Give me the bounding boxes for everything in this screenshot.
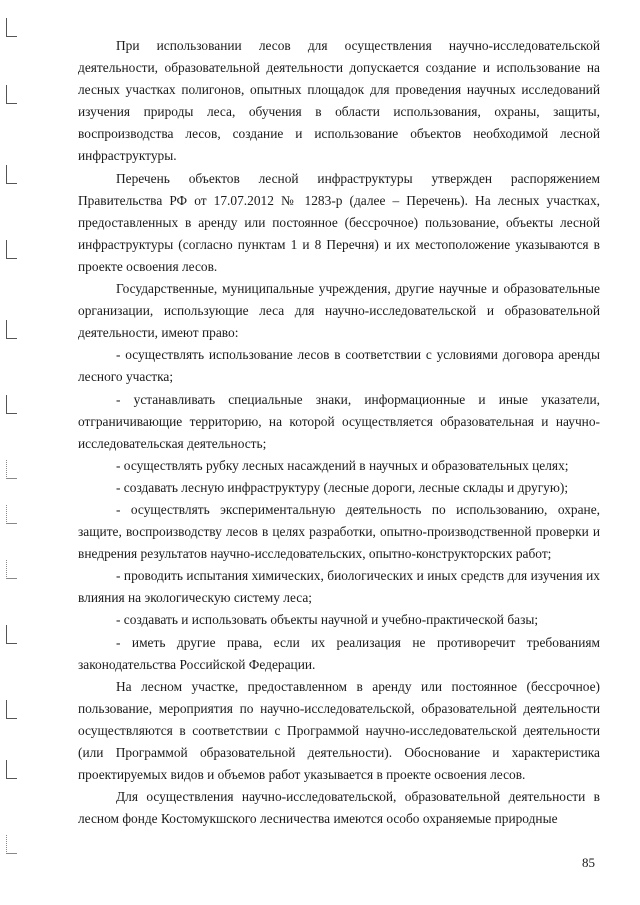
list-item: - проводить испытания химических, биологических и иных средств для изучения их влияния на экологическую систему леса; (78, 568, 600, 606)
margin-mark (6, 625, 17, 644)
margin-mark (6, 165, 17, 184)
margin-mark (6, 505, 17, 524)
body-text (78, 35, 600, 830)
list-item: - осуществлять рубку лесных насаждений в научных и образовательных целях; (116, 457, 569, 473)
list-item: - иметь другие права, если их реализация не противоречит требованиям законодательства Российской Федерации. (78, 634, 600, 672)
margin-mark (6, 320, 17, 339)
margin-mark (6, 240, 17, 259)
margin-mark (6, 460, 17, 479)
list-item: - осуществлять экспериментальную деятельность по использованию, охране, защите, воспроизводству лесов в целях разработки, опытно-производственной проверки и внедрения результатов научно-исследовательских, опытно-конструкторских работ; (78, 501, 600, 562)
paragraph: Перечень объектов лесной инфраструктуры утвержден распоряжением Правительства РФ от 17.07.2012 № 1283-р (далее – Перечень). На лесных участках, предоставленных в аренду или постоянное (бессрочное) пользование, объекты лесной инфраструктуры (согласно пунктам 1 и 8 Перечня) и их местоположение указываются в проекте освоения лесов. (78, 170, 600, 274)
margin-mark (6, 835, 17, 854)
margin-mark (6, 560, 17, 579)
list-item: - создавать и использовать объекты научной и учебно-практической базы; (116, 612, 539, 628)
paragraph: Для осуществления научно-исследовательской, образовательной деятельности в лесном фонде Костомукшского лесничества имеются особо охраняемые природные (78, 789, 600, 827)
paragraph: При использовании лесов для осуществления научно-исследовательской деятельности, образовательной деятельности допускается создание и использование на лесных участках полигонов, опытных площадок для проведения научных исследований изучения природы леса, обучения в области использования, охраны, защиты, воспроизводства лесов, создание и использование объектов необходимой лесной инфраструктуры. (78, 38, 600, 164)
margin-mark (6, 760, 17, 779)
paragraph: На лесном участке, предоставленном в аренду или постоянное (бессрочное) пользование, мероприятия по научно-исследовательской, образовательной деятельности осуществляются в соответствии с Программой научно-исследовательской деятельности (или Программой образовательной деятельности). Обоснование и характеристика проектируемых видов и объемов работ указывается в проекте освоения лесов. (78, 678, 600, 783)
margin-mark (6, 700, 17, 719)
margin-mark (6, 395, 17, 414)
margin-mark (6, 85, 17, 104)
page-number: 85 (582, 855, 595, 870)
list-item: - устанавливать специальные знаки, информационные и иные указатели, отграничивающие территорию, на которой осуществляется образовательная и научно-исследовательская деятельность; (78, 391, 600, 451)
list-item: - создавать лесную инфраструктуру (лесные дороги, лесные склады и другую); (116, 479, 569, 495)
margin-mark (6, 18, 17, 37)
list-item: - осуществлять использование лесов в соответствии с условиями договора аренды лесного участка; (78, 347, 600, 385)
paragraph: Государственные, муниципальные учреждения, другие научные и образовательные организации, использующие леса для научно-исследовательской и образовательной деятельности, имеют право: (78, 281, 600, 341)
